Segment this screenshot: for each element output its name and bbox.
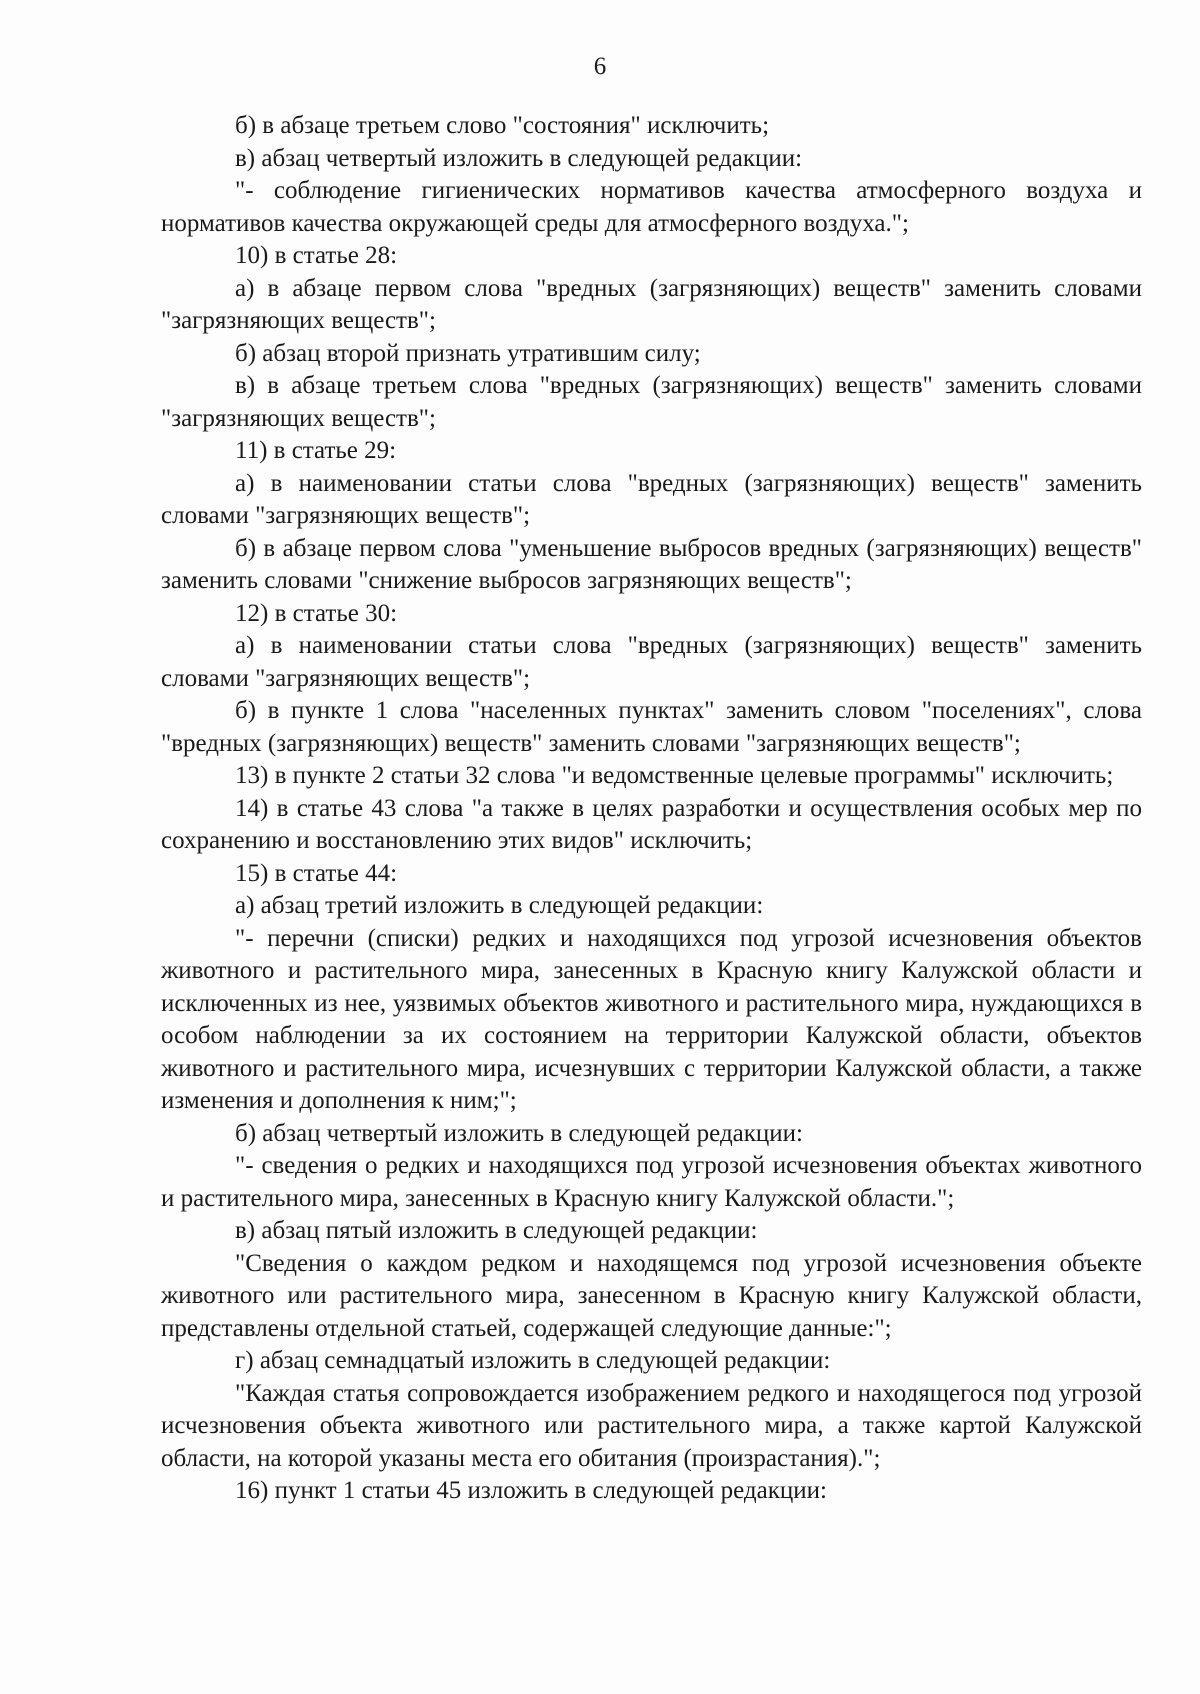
paragraph: г) абзац семнадцатый изложить в следующей редакции: (235, 1347, 831, 1374)
paragraph: 11) в статье 29: (235, 437, 397, 464)
paragraph: 12) в статье 30: (235, 599, 398, 627)
paragraph: в) в абзаце третьем слова "вредных (загрязняющих) веществ" заменить словами "загрязняющих веществ"; (161, 372, 1142, 432)
paragraph: "- перечни (списки) редких и находящихся под угрозой исчезновения объектов животного и растительного мира, занесенных в Красную книгу Калужской области и исключенных из нее, уязвимых объектов животного и растительного мира, нуждающихся в особом наблюдении за их состоянием на территории Калужской области, объектов животного и растительного мира, исчезнувших с территории Калужской области, а также изменения и дополнения к ним;"; (161, 924, 1142, 1114)
paragraph: а) абзац третий изложить в следующей редакции: (235, 892, 764, 919)
paragraph: "- соблюдение гигиенических нормативов качества атмосферного воздуха и нормативов качества окружающей среды для атмосферного воздуха."; (161, 177, 1142, 237)
paragraph: б) в абзаце третьем слово "состояния" исключить; (235, 112, 770, 139)
page-number: 6 (593, 53, 607, 80)
paragraph: а) в наименовании статьи слова "вредных (загрязняющих) веществ" заменить словами "загрязняющих веществ"; (161, 469, 1142, 529)
paragraph: в) абзац пятый изложить в следующей редакции: (235, 1217, 758, 1244)
paragraph: 15) в статье 44: (235, 859, 398, 887)
paragraph: "Сведения о каждом редком и находящемся под угрозой исчезновения объекте животного или растительного мира, занесенном в Красную книгу Калужской области, представлены отдельной статьей, содержащей следующие данные:"; (161, 1249, 1142, 1342)
document-body (161, 110, 1142, 1508)
paragraph: 10) в статье 28: (235, 242, 398, 269)
paragraph: б) в абзаце первом слова "уменьшение выбросов вредных (загрязняющих) веществ" заменить словами "снижение выбросов загрязняющих веществ"; (161, 534, 1142, 594)
paragraph: 16) пункт 1 статьи 45 изложить в следующей редакции: (235, 1477, 827, 1504)
paragraph: 14) в статье 43 слова "а также в целях разработки и осуществления особых мер по сохранению и восстановлению этих видов" исключить; (161, 794, 1142, 854)
paragraph: а) в наименовании статьи слова "вредных (загрязняющих) веществ" заменить словами "загрязняющих веществ"; (161, 632, 1142, 692)
paragraph: б) в пункте 1 слова "населенных пунктах" заменить словом "поселениях", слова "вредных (загрязняющих) веществ" заменить словами "загрязняющих веществ"; (161, 697, 1142, 757)
paragraph: 13) в пункте 2 статьи 32 слова "и ведомственные целевые программы" исключить; (235, 762, 1114, 789)
paragraph: б) абзац второй признать утратившим силу; (235, 339, 701, 367)
paragraph: а) в абзаце первом слова "вредных (загрязняющих) веществ" заменить словами "загрязняющих веществ"; (161, 274, 1142, 334)
paragraph: б) абзац четвертый изложить в следующей редакции: (235, 1119, 803, 1147)
paragraph: "Каждая статья сопровождается изображением редкого и находящегося под угрозой исчезновения объекта животного или растительного мира, а также картой Калужской области, на которой указаны места его обитания (произрастания)."; (161, 1379, 1142, 1472)
paragraph: в) абзац четвертый изложить в следующей редакции: (235, 144, 803, 172)
paragraph: "- сведения о редких и находящихся под угрозой исчезновения объектах животного и растительного мира, занесенных в Красную книгу Калужской области."; (161, 1152, 1142, 1212)
